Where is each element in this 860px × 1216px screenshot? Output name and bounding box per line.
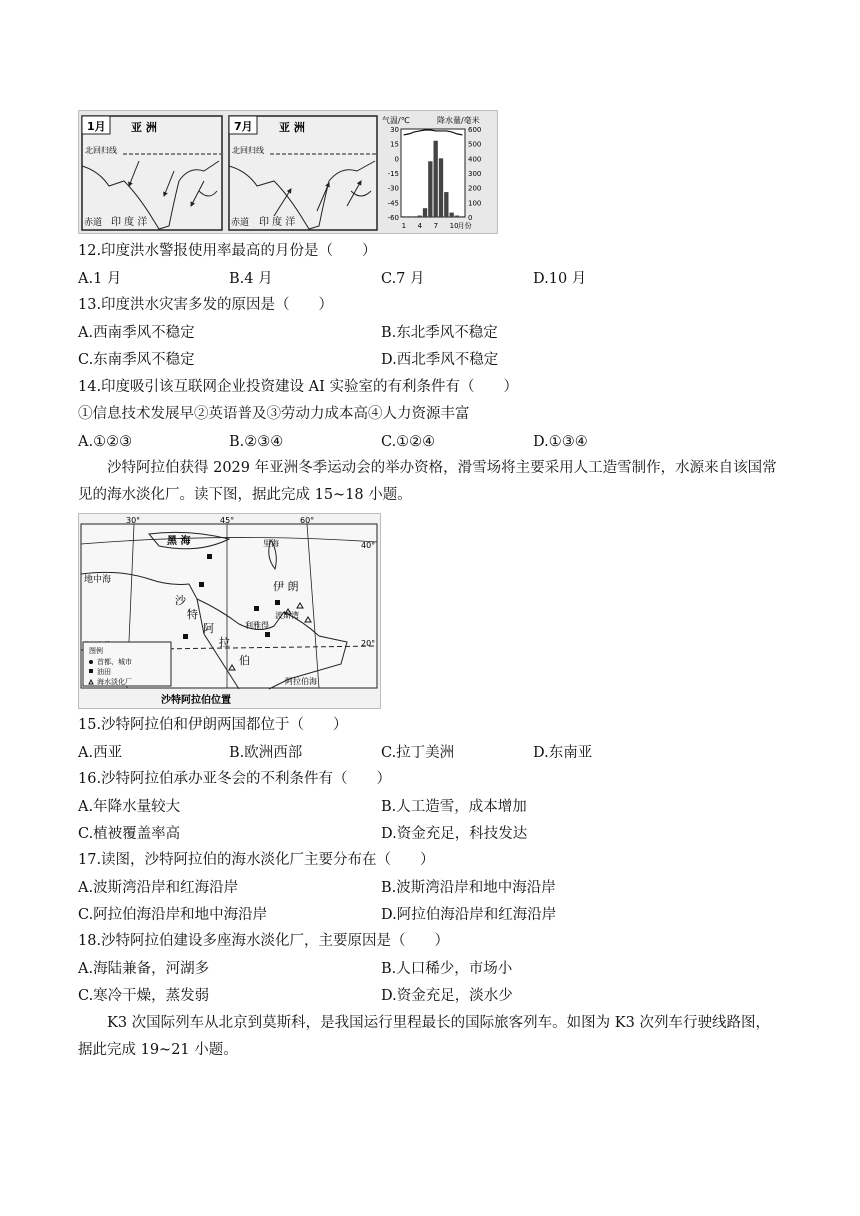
black-sea-label: 黑 海	[167, 536, 191, 547]
q14-option-a[interactable]: A.①②③	[78, 434, 133, 450]
precip-bar-9	[444, 192, 448, 217]
jul-month-label: 7月	[234, 120, 253, 133]
saudi-label-4: 伯	[239, 654, 250, 667]
precip-tick-labels	[468, 126, 481, 222]
jul-equator-label: 赤道	[231, 218, 250, 228]
legend-desalination: 海水淡化厂	[97, 678, 132, 686]
precip-bar-1	[402, 216, 406, 217]
jan-month-label: 1月	[87, 120, 106, 133]
precip-tick-label: 600	[468, 126, 482, 134]
q17-option-b[interactable]: B.波斯湾沿岸和地中海沿岸	[381, 880, 556, 896]
temp-tick-labels	[388, 126, 399, 222]
q18-option-d[interactable]: D.资金充足，淡水少	[381, 988, 513, 1004]
lon-45-label: 45°	[220, 516, 235, 525]
precip-tick-label: 100	[468, 199, 482, 208]
month-tick-label: 1	[401, 222, 407, 230]
q12-stem: 12.印度洪水警报使用率最高的月份是（ ）	[78, 243, 377, 259]
jan-region-label: 亚 洲	[131, 121, 157, 134]
saudi-arabia-map	[78, 513, 381, 709]
jan-tropic-label: 北回归线	[85, 146, 117, 155]
passage-k3-train: K3 次国际列车从北京到莫斯科，是我国运行里程最长的国际旅客列车。如图为 K3 次列车行驶线路图，据此完成 19~21 小题。	[78, 1015, 770, 1058]
month-tick-label: 7	[433, 222, 439, 230]
q16-stem: 16.沙特阿拉伯承办亚冬会的不利条件有（ ）	[78, 771, 392, 787]
q16-option-c[interactable]: C.植被覆盖率高	[78, 826, 181, 842]
jul-tropic-label: 北回归线	[232, 146, 264, 155]
temp-tick-label: 15	[390, 140, 399, 149]
jan-sea-label: 印 度 洋	[111, 217, 148, 228]
iran-label: 伊 朗	[273, 580, 299, 593]
lat-40-label: 40°	[361, 541, 376, 550]
arabian-sea-label: 阿拉伯海	[285, 677, 317, 686]
precip-axis-label: 降水量/毫米	[437, 116, 480, 125]
month-tick-labels	[402, 221, 472, 230]
precip-bar-10	[450, 213, 454, 217]
q14-option-d[interactable]: D.①③④	[533, 434, 588, 450]
india-monsoon-figure	[78, 110, 498, 234]
temp-tick-label: -15	[387, 170, 399, 178]
q18-option-a[interactable]: A.海陆兼备，河湖多	[78, 961, 210, 977]
precip-bar-8	[439, 158, 443, 217]
q15-option-b[interactable]: B.欧洲西部	[229, 745, 303, 761]
med-label: 地中海	[84, 575, 112, 585]
precip-bar-3	[412, 216, 416, 217]
temp-tick-label: -60	[387, 214, 399, 222]
precip-bar-7	[434, 141, 438, 217]
temp-tick-label: 30	[390, 126, 399, 134]
precip-bar-12	[460, 216, 464, 217]
legend-oilfield: 油田	[97, 668, 111, 676]
q18-option-b[interactable]: B.人口稀少，市场小	[381, 961, 513, 977]
caspian-label: 里海	[263, 539, 279, 548]
q13-option-c[interactable]: C.东南季风不稳定	[78, 352, 195, 368]
q17-option-d[interactable]: D.阿拉伯海沿岸和红海沿岸	[381, 907, 557, 923]
legend-title: 图例	[89, 647, 103, 655]
precip-bar-4	[418, 216, 422, 217]
jul-sea-label: 印 度 洋	[259, 217, 296, 228]
saudi-label-2: 特	[187, 608, 198, 621]
passage-saudi: 沙特阿拉伯获得 2029 年亚洲冬季运动会的举办资格，滑雪场将主要采用人工造雪制作，水源来自该国常见的海水淡化厂。读下图，据此完成 15~18 小题。	[78, 460, 777, 503]
month-tick-label: 4	[417, 222, 423, 230]
q12-option-c[interactable]: C.7 月	[381, 271, 425, 287]
q18-option-c[interactable]: C.寒冷干燥，蒸发弱	[78, 988, 210, 1004]
q13-option-d[interactable]: D.西北季风不稳定	[381, 352, 499, 368]
q15-option-a[interactable]: A.西亚	[78, 745, 123, 761]
precip-bar-2	[407, 216, 411, 217]
legend-city: 首都、城市	[97, 658, 132, 666]
precip-tick-label: 400	[468, 155, 482, 164]
q16-option-b[interactable]: B.人工造雪，成本增加	[381, 799, 527, 815]
month-tick-label: 10	[449, 222, 459, 230]
jul-region-label: 亚 洲	[279, 121, 305, 134]
temp-tick-label: -30	[387, 184, 399, 193]
saudi-label-5: 拉	[219, 636, 230, 649]
saudi-label-3: 阿	[203, 622, 214, 635]
riyadh-label: 利雅得	[245, 621, 269, 630]
q18-stem: 18.沙特阿拉伯建设多座海水淡化厂，主要原因是（ ）	[78, 933, 450, 949]
july-monsoon-map	[229, 116, 377, 230]
q12-option-a[interactable]: A.1 月	[78, 271, 122, 287]
q17-option-c[interactable]: C.阿拉伯海沿岸和地中海沿岸	[78, 907, 268, 923]
precip-tick-label: 0	[468, 214, 473, 222]
q16-option-d[interactable]: D.资金充足，科技发达	[381, 826, 528, 842]
q15-stem: 15.沙特阿拉伯和伊朗两国都位于（ ）	[78, 717, 348, 733]
q17-option-a[interactable]: A.波斯湾沿岸和红海沿岸	[78, 880, 239, 896]
q15-option-c[interactable]: C.拉丁美洲	[381, 745, 455, 761]
q17-stem: 17.读图，沙特阿拉伯的海水淡化厂主要分布在（ ）	[78, 852, 435, 868]
lat-20-label: 20°	[361, 639, 376, 648]
precip-tick-label: 500	[468, 140, 482, 149]
q14-option-c[interactable]: C.①②④	[381, 434, 436, 450]
map-caption: 沙特阿拉伯位置	[161, 695, 231, 706]
precip-tick-label: 300	[468, 170, 482, 178]
temp-axis-label: 气温/℃	[382, 116, 410, 125]
q13-stem: 13.印度洪水灾害多发的原因是（ ）	[78, 297, 334, 313]
q14-stem: 14.印度吸引该互联网企业投资建设 AI 实验室的有利条件有（ ）	[78, 379, 518, 395]
lon-30-label: 30°	[126, 516, 141, 525]
month-tick-label: 月份	[457, 222, 472, 230]
precip-bar-6	[428, 161, 432, 217]
q14-items: ①信息技术发展早②英语普及③劳动力成本高④人力资源丰富	[78, 406, 470, 422]
q12-option-d[interactable]: D.10 月	[533, 271, 587, 287]
q16-option-a[interactable]: A.年降水量较大	[78, 799, 181, 815]
temp-tick-label: 0	[394, 155, 399, 164]
climate-chart	[382, 115, 481, 230]
precip-bar-11	[455, 216, 459, 217]
jan-equator-label: 赤道	[84, 218, 103, 228]
precip-tick-label: 200	[468, 184, 482, 193]
precip-bar-5	[423, 208, 427, 217]
lon-60-label: 60°	[300, 516, 315, 525]
persian-gulf-label: 波斯湾	[275, 611, 299, 620]
january-monsoon-map	[82, 116, 222, 230]
saudi-label-1: 沙	[175, 594, 186, 607]
q14-option-b[interactable]: B.②③④	[229, 434, 284, 450]
q13-option-a[interactable]: A.西南季风不稳定	[78, 325, 195, 341]
q12-option-b[interactable]: B.4 月	[229, 271, 273, 287]
temp-tick-label: -45	[387, 199, 399, 208]
q15-option-d[interactable]: D.东南亚	[533, 745, 593, 761]
q13-option-b[interactable]: B.东北季风不稳定	[381, 325, 498, 341]
